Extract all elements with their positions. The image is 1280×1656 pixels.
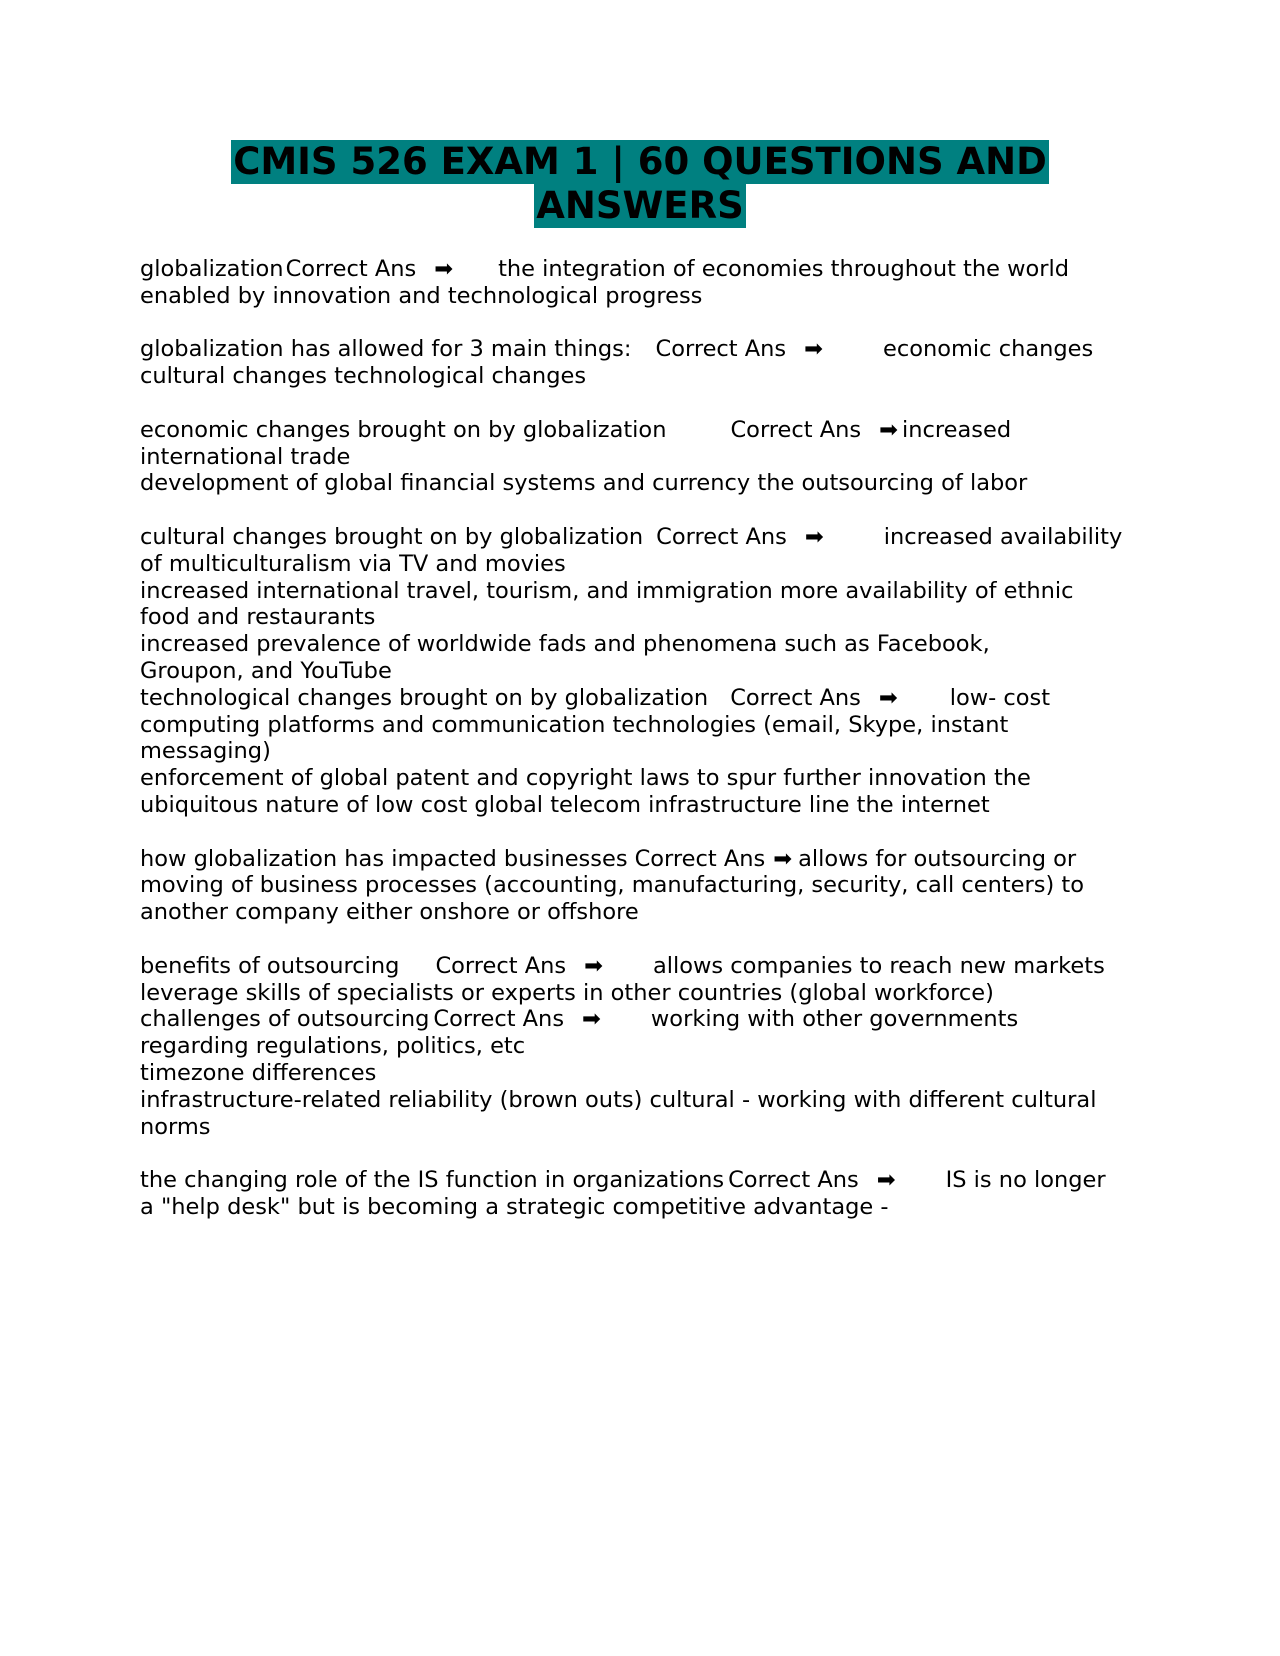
qa-item [140,256,1150,310]
qa-item [140,846,1150,926]
qa-item [140,1167,1150,1221]
qa-item [140,953,1150,1007]
answer-line: moving of business processes (accounting, manufacturing, security, call centers) to [140,872,1085,899]
arrow-icon: ➡ [876,1167,896,1194]
question-text: technological changes brought on by globalization [140,684,709,711]
arrow-icon: ➡ [434,256,454,282]
correct-ans-label: Correct Ans [634,845,766,872]
answer-line: Groupon, and YouTube [140,657,392,684]
answer-text: increased [901,416,1012,443]
answer-text: working with other governments [650,1006,1019,1033]
answer-line: development of global financial systems and currency the outsourcing of labor [140,470,1028,497]
question-text: benefits of outsourcing [140,952,400,979]
answer-text: low- cost [949,684,1051,711]
correct-ans-label: Correct Ans [656,523,787,550]
correct-ans-label: Correct Ans [730,416,862,443]
answer-line: another company either onshore or offshore [140,899,639,926]
answer-line: messaging) [140,738,271,765]
arrow-icon: ➡ [878,684,898,711]
title-line-1: CMIS 526 EXAM 1 | 60 QUESTIONS AND [233,140,1047,183]
question-text: challenges of outsourcing [140,1006,430,1033]
correct-ans-label: Correct Ans [728,1167,859,1194]
question-text: how globalization has impacted businesses [140,845,628,872]
correct-ans-label: Correct Ans [285,256,417,282]
question-text: globalization has allowed for 3 main things: [140,336,632,363]
correct-ans-label: Correct Ans [433,1006,565,1033]
arrow-icon: ➡ [582,1006,601,1033]
answer-line: enforcement of global patent and copyright laws to spur further innovation the [140,765,1031,792]
arrow-icon: ➡ [804,336,823,363]
answer-line: ubiquitous nature of low cost global telecom infrastructure line the internet [140,791,990,818]
answer-text: IS is no longer [945,1167,1106,1194]
answer-line: infrastructure-related reliability (brown outs) cultural - working with different cultural [140,1086,1097,1113]
question-text: cultural changes brought on by globalization [140,523,644,550]
answer-line: increased international travel, tourism, and immigration more availability of ethnic [140,577,1074,604]
answer-text: economic changes [883,336,1094,363]
correct-ans-label: Correct Ans [655,336,787,363]
answer-text: the integration of economies throughout the world [498,256,1070,282]
qa-item [140,417,1150,497]
answer-line: of multiculturalism via TV and movies [140,550,566,577]
answer-line: international trade [140,443,351,470]
answer-line: timezone differences [140,1059,377,1086]
qa-item [140,336,1150,390]
answer-line: computing platforms and communication technologies (email, Skype, instant [140,711,1009,738]
arrow-icon: ➡ [804,523,824,550]
answer-text: allows companies to reach new markets [652,952,1105,979]
arrow-icon: ➡ [879,416,898,443]
answer-line: a "help desk" but is becoming a strategic competitive advantage - [140,1193,889,1220]
answer-line: food and restaurants [140,604,376,631]
qa-item [140,1006,1150,1140]
answer-line: increased prevalence of worldwide fads and phenomena such as Facebook, [140,631,990,658]
answer-line: leverage skills of specialists or experts in other countries (global workforce) [140,979,994,1006]
correct-ans-label: Correct Ans [730,684,861,711]
document-title [140,140,1140,228]
title-line-2: ANSWERS [536,184,744,227]
arrow-icon: ➡ [584,952,603,979]
correct-ans-label: Correct Ans [435,952,567,979]
answer-line: enabled by innovation and technological progress [140,282,703,309]
question-text: globalization [140,256,284,282]
question-text: economic changes brought on by globalization [140,416,667,443]
qa-item [140,524,1150,685]
answer-text: increased availability [883,523,1123,550]
qa-item [140,685,1150,819]
answer-line: regarding regulations, politics, etc [140,1033,526,1060]
answer-line: cultural changes technological changes [140,363,587,390]
qa-content [140,256,1150,1247]
question-text: the changing role of the IS function in organizations [140,1167,725,1194]
answer-line: norms [140,1113,211,1140]
answer-text: allows for outsourcing or [798,845,1077,872]
arrow-icon: ➡ [773,845,793,872]
